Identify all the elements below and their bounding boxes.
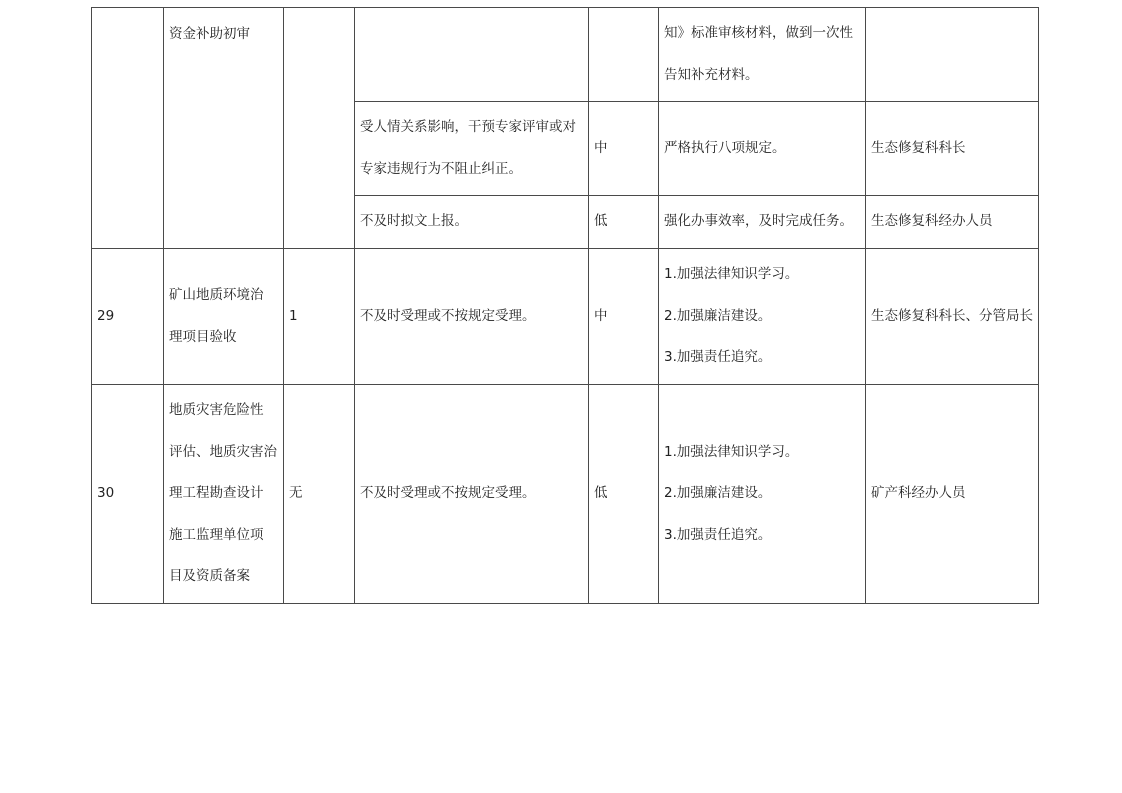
cell-owner bbox=[866, 8, 1039, 102]
cell-owner: 矿产科经办人员 bbox=[866, 385, 1039, 604]
cell-item: 地质灾害危险性 评估、地质灾害治 理工程勘查设计 施工监理单位项 目及资质备案 bbox=[164, 385, 284, 604]
cell-number bbox=[92, 8, 164, 249]
cell-risk-level: 中 bbox=[589, 249, 659, 385]
cell-measures: 知》标准审核材料，做到一次性 告知补充材料。 bbox=[659, 8, 866, 102]
cell-item: 资金补助初审 bbox=[164, 8, 284, 249]
cell-risk-desc: 受人情关系影响，干预专家评审或对 专家违规行为不阻止纠正。 bbox=[355, 102, 589, 196]
table-row bbox=[92, 249, 1039, 385]
cell-risk-desc: 不及时受理或不按规定受理。 bbox=[355, 385, 589, 604]
cell-measures: 1.加强法律知识学习。 2.加强廉洁建设。 3.加强责任追究。 bbox=[659, 249, 866, 385]
cell-number: 30 bbox=[92, 385, 164, 604]
cell-owner: 生态修复科科长、分管局长 bbox=[866, 249, 1039, 385]
cell-measures: 1.加强法律知识学习。 2.加强廉洁建设。 3.加强责任追究。 bbox=[659, 385, 866, 604]
cell-risk-desc bbox=[355, 8, 589, 102]
cell-owner: 生态修复科经办人员 bbox=[866, 196, 1039, 249]
cell-measures: 强化办事效率，及时完成任务。 bbox=[659, 196, 866, 249]
cell-risk-desc: 不及时拟文上报。 bbox=[355, 196, 589, 249]
cell-basis: 无 bbox=[284, 385, 355, 604]
cell-risk-level: 中 bbox=[589, 102, 659, 196]
cell-risk-level bbox=[589, 8, 659, 102]
cell-owner: 生态修复科科长 bbox=[866, 102, 1039, 196]
cell-risk-level: 低 bbox=[589, 196, 659, 249]
cell-item: 矿山地质环境治 理项目验收 bbox=[164, 249, 284, 385]
cell-basis: 1 bbox=[284, 249, 355, 385]
cell-risk-level: 低 bbox=[589, 385, 659, 604]
table-row bbox=[92, 8, 1039, 102]
cell-number: 29 bbox=[92, 249, 164, 385]
cell-measures: 严格执行八项规定。 bbox=[659, 102, 866, 196]
table-row bbox=[92, 385, 1039, 604]
risk-control-table bbox=[91, 7, 1039, 604]
cell-basis bbox=[284, 8, 355, 249]
cell-risk-desc: 不及时受理或不按规定受理。 bbox=[355, 249, 589, 385]
